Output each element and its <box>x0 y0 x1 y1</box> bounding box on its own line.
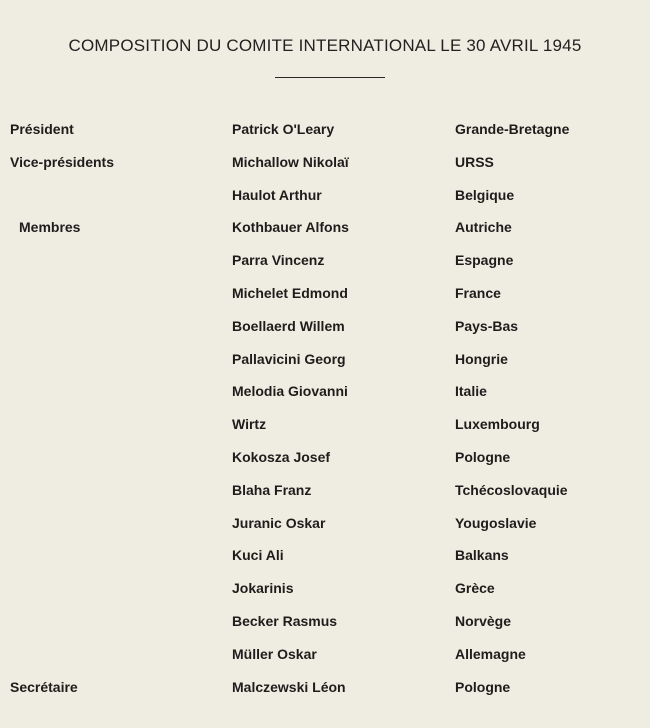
member-name: Wirtz <box>232 416 267 433</box>
member-country: Pologne <box>455 678 511 695</box>
table-row <box>0 679 650 712</box>
table-row <box>0 318 650 351</box>
member-name: Michelet Edmond <box>232 284 348 301</box>
table-row <box>0 219 650 252</box>
table-row <box>0 613 650 646</box>
member-country: Autriche <box>455 219 512 236</box>
table-row <box>0 449 650 482</box>
table-row <box>0 646 650 679</box>
member-name: Haulot Arthur <box>232 186 322 203</box>
member-name: Müller Oskar <box>232 645 317 662</box>
committee-list <box>0 121 650 711</box>
member-name: Blaha Franz <box>232 481 312 498</box>
member-name: Becker Rasmus <box>232 612 338 629</box>
table-row <box>0 351 650 384</box>
table-row <box>0 121 650 154</box>
table-row <box>0 252 650 285</box>
role-label: Membres <box>19 219 81 236</box>
member-name: Kokosza Josef <box>232 448 331 465</box>
member-country: Belgique <box>455 186 515 203</box>
member-country: Luxembourg <box>455 416 540 433</box>
member-name: Michallow Nikolaï <box>232 153 349 170</box>
member-name: Melodia Giovanni <box>232 383 348 400</box>
title-underline <box>275 77 385 78</box>
member-name: Jokarinis <box>232 580 294 597</box>
member-name: Kothbauer Alfons <box>232 219 349 236</box>
member-country: Grèce <box>455 580 495 597</box>
member-name: Juranic Oskar <box>232 514 326 531</box>
member-country: URSS <box>455 153 494 170</box>
member-country: Balkans <box>455 547 509 564</box>
member-country: Norvège <box>455 612 512 629</box>
member-country: Grande-Bretagne <box>455 121 570 137</box>
table-row <box>0 187 650 220</box>
member-country: Italie <box>455 383 487 400</box>
member-name: Boellaerd Willem <box>232 317 345 334</box>
member-country: Espagne <box>455 252 514 269</box>
member-country: Yougoslavie <box>455 514 537 531</box>
member-name: Malczewski Léon <box>232 678 346 695</box>
table-row <box>0 515 650 548</box>
member-country: Allemagne <box>455 645 526 662</box>
table-row <box>0 154 650 187</box>
member-name: Parra Vincenz <box>232 252 325 269</box>
member-country: Pologne <box>455 448 511 465</box>
role-label: Président <box>10 121 74 137</box>
table-row <box>0 547 650 580</box>
table-row <box>0 285 650 318</box>
member-country: Tchécoslovaquie <box>455 481 568 498</box>
table-row <box>0 383 650 416</box>
member-country: France <box>455 284 501 301</box>
document-title: COMPOSITION DU COMITE INTERNATIONAL LE 30 AVRIL 1945 <box>68 36 582 55</box>
table-row <box>0 580 650 613</box>
member-name: Patrick O'Leary <box>232 121 335 137</box>
role-label: Secrétaire <box>10 678 78 695</box>
role-label: Vice-présidents <box>10 153 115 170</box>
member-country: Pays-Bas <box>455 317 519 334</box>
member-name: Kuci Ali <box>232 547 284 564</box>
member-country: Hongrie <box>455 350 508 367</box>
table-row <box>0 416 650 449</box>
table-row <box>0 482 650 515</box>
member-name: Pallavicini Georg <box>232 350 346 367</box>
